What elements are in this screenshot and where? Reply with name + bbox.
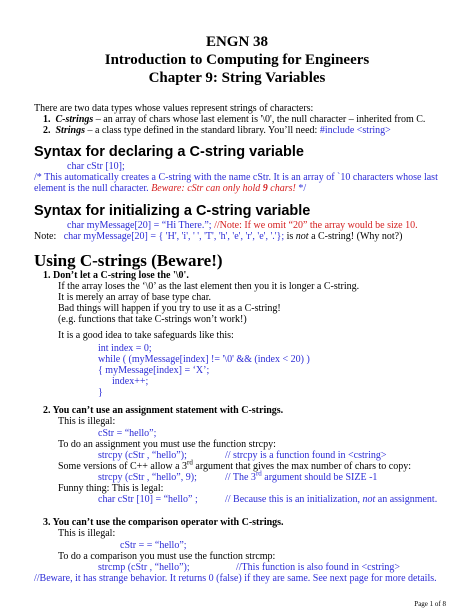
heading-declaring: Syntax for declaring a C-string variable: [34, 144, 304, 160]
page-number: Page 1 of 8: [414, 600, 446, 608]
course-title: Introduction to Computing for Engineers: [104, 52, 370, 68]
comment-line-1: /* This automatically creates a C-string with the name cStr. It is an array of `10 characters whose last: [34, 172, 438, 183]
code-strcpy-3arg: strcpy (cStr , “hello”, 9);: [98, 472, 197, 483]
intro-lead: There are two data types whose values represent strings of characters:: [34, 103, 314, 114]
code-while: while ( (myMessage[index] != '\0' && (index < 20) ): [98, 354, 310, 365]
item-number: 1.: [43, 114, 51, 125]
course-code: ENGN 38: [205, 34, 269, 50]
item-number: 2.: [43, 125, 51, 136]
code-increment: index++;: [112, 376, 149, 387]
code-illegal-assign: cStr = “hello”;: [98, 428, 157, 439]
code-strcpy-3arg-note: // The 3rd argument should be SIZE -1: [225, 469, 378, 483]
code-legal-init: char cStr [10] = “hello” ;: [98, 494, 198, 505]
code-close-brace: }: [98, 387, 103, 398]
item-text: – an array of chars whose last element is '\0', the null character – inherited from C.: [93, 114, 426, 125]
init-line-2: Note: char myMessage[20] = { 'H', 'i', ' ', 'T', 'h', 'e', 'r', 'e', '.'}; is not a C-string! (Why not?): [34, 231, 403, 242]
code-declare: char cStr [10];: [67, 161, 125, 172]
code-strcpy: strcpy (cStr , “hello”);: [98, 450, 187, 461]
point-2-line: Funny thing: This is legal:: [58, 483, 164, 494]
heading-initializing: Syntax for initializing a C-string variable: [34, 203, 311, 219]
point-1-line: If the array loses the ‘\0’ as the last element then you it is longer a C-string.: [58, 281, 360, 292]
note-label: Note:: [34, 231, 57, 242]
point-3-line: This is illegal:: [58, 528, 116, 539]
code-init: char myMessage[20] = “Hi There.”;: [67, 220, 212, 231]
chapter-title: Chapter 9: String Variables: [148, 70, 326, 86]
comment-close: */: [295, 183, 307, 194]
code-strcmp-warning: //Beware, it has strange behavior. It returns 0 (false) if they are same. See next page for more details.: [34, 573, 437, 584]
item-text: – a class type defined in the standard library. You’ll need:: [84, 125, 320, 136]
heading-using: Using C-strings (Beware!): [34, 251, 223, 270]
code-illegal-compare: cStr = = “hello”;: [120, 540, 187, 551]
point-2-line: This is illegal:: [58, 416, 116, 427]
point-3-title: 3. You can’t use the comparison operator with C-strings.: [43, 517, 284, 528]
point-1-line: Bad things will happen if you try to use it as a C-string!: [58, 303, 281, 314]
point-3-line: To do a comparison you must use the function strcmp:: [58, 551, 276, 562]
point-1-line: It is a good idea to take safeguards like this:: [58, 330, 234, 341]
code-char-array: char myMessage[20] = { 'H', 'i', ' ', 'T', 'h', 'e', 'r', 'e', '.'};: [63, 231, 285, 242]
beware-note: Beware: cStr can only hold 9 chars!: [151, 183, 296, 194]
include-directive: #include <string>: [319, 125, 391, 136]
point-2-line: Some versions of C++ allow a 3rd argument that gives the max number of chars to copy:: [58, 458, 411, 472]
code-strcpy-note: // strcpy is a function found in <cstring>: [225, 450, 387, 461]
point-1-line: (e.g. functions that take C-strings won’t work!): [58, 314, 247, 325]
comment-text: element is the null character.: [34, 183, 152, 194]
init-note: //Note: If we omit “20” the array would be size 10.: [211, 220, 418, 231]
code-strcmp: strcmp (cStr , “hello”);: [98, 562, 190, 573]
code-assign-x: { myMessage[index] = ‘X’;: [98, 365, 210, 376]
point-2-title: 2. You can’t use an assignment statement with C-strings.: [43, 405, 284, 416]
code-legal-init-note: // Because this is an initialization, not an assignment.: [225, 494, 438, 505]
code-strcmp-note: //This function is also found in <cstring>: [236, 562, 401, 573]
term-c-strings: C-strings: [55, 114, 94, 125]
code-index-init: int index = 0;: [98, 343, 152, 354]
point-1-line: It is merely an array of base type char.: [58, 292, 211, 303]
term-strings: Strings: [55, 125, 85, 136]
intro-item-2: [43, 125, 391, 137]
point-2-line: To do an assignment you must use the function strcpy:: [58, 439, 276, 450]
point-1-title: 1. Don’t let a C-string lose the '\0'.: [43, 270, 189, 281]
comment-line-2: [34, 183, 306, 195]
